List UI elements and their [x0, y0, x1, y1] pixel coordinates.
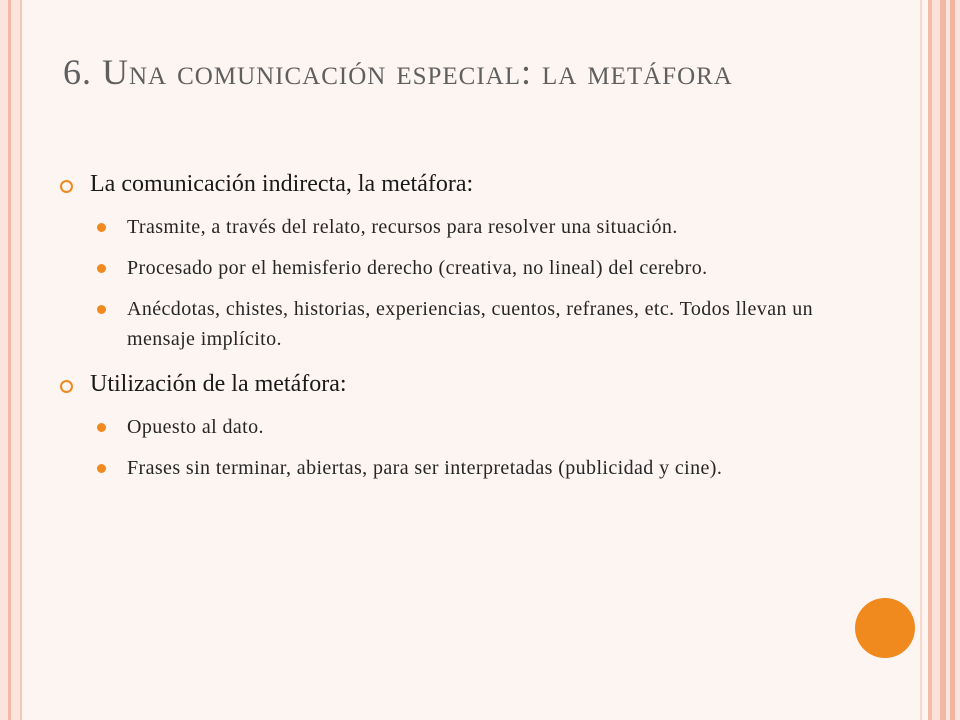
sub-list [97, 412, 840, 483]
list-item-text: Procesado por el hemisferio derecho (creativa, no lineal) del cerebro. [127, 257, 708, 279]
hollow-bullet-icon [60, 180, 73, 193]
section-heading-text: Utilización de la metáfora: [90, 371, 347, 397]
list-item [97, 294, 840, 354]
left-frame-decoration [0, 0, 20, 720]
list-item [97, 412, 840, 442]
section-heading [60, 168, 840, 200]
section-heading-text: La comunicación indirecta, la metáfora: [90, 171, 474, 197]
filled-bullet-icon [97, 264, 106, 273]
slide-title: 6. Una comunicación especial: la metáfora [63, 52, 733, 92]
filled-bullet-icon [97, 305, 106, 314]
list-item [97, 453, 840, 483]
filled-bullet-icon [97, 423, 106, 432]
slide-content [60, 168, 840, 497]
list-item-text: Opuesto al dato. [127, 416, 264, 438]
list-item [97, 253, 840, 283]
orange-circle-decoration [855, 598, 915, 658]
left-frame-line [20, 0, 22, 720]
list-item-text: Frases sin terminar, abiertas, para ser interpretadas (publicidad y cine). [127, 457, 723, 479]
filled-bullet-icon [97, 223, 106, 232]
section-heading [60, 368, 840, 400]
sub-list [97, 212, 840, 354]
list-item-text: Anécdotas, chistes, historias, experiencias, cuentos, refranes, etc. Todos llevan un mensaje implícito. [127, 298, 814, 350]
right-stripes-decoration [920, 0, 960, 720]
hollow-bullet-icon [60, 380, 73, 393]
list-item [97, 212, 840, 242]
filled-bullet-icon [97, 464, 106, 473]
list-item-text: Trasmite, a través del relato, recursos para resolver una situación. [127, 216, 678, 238]
